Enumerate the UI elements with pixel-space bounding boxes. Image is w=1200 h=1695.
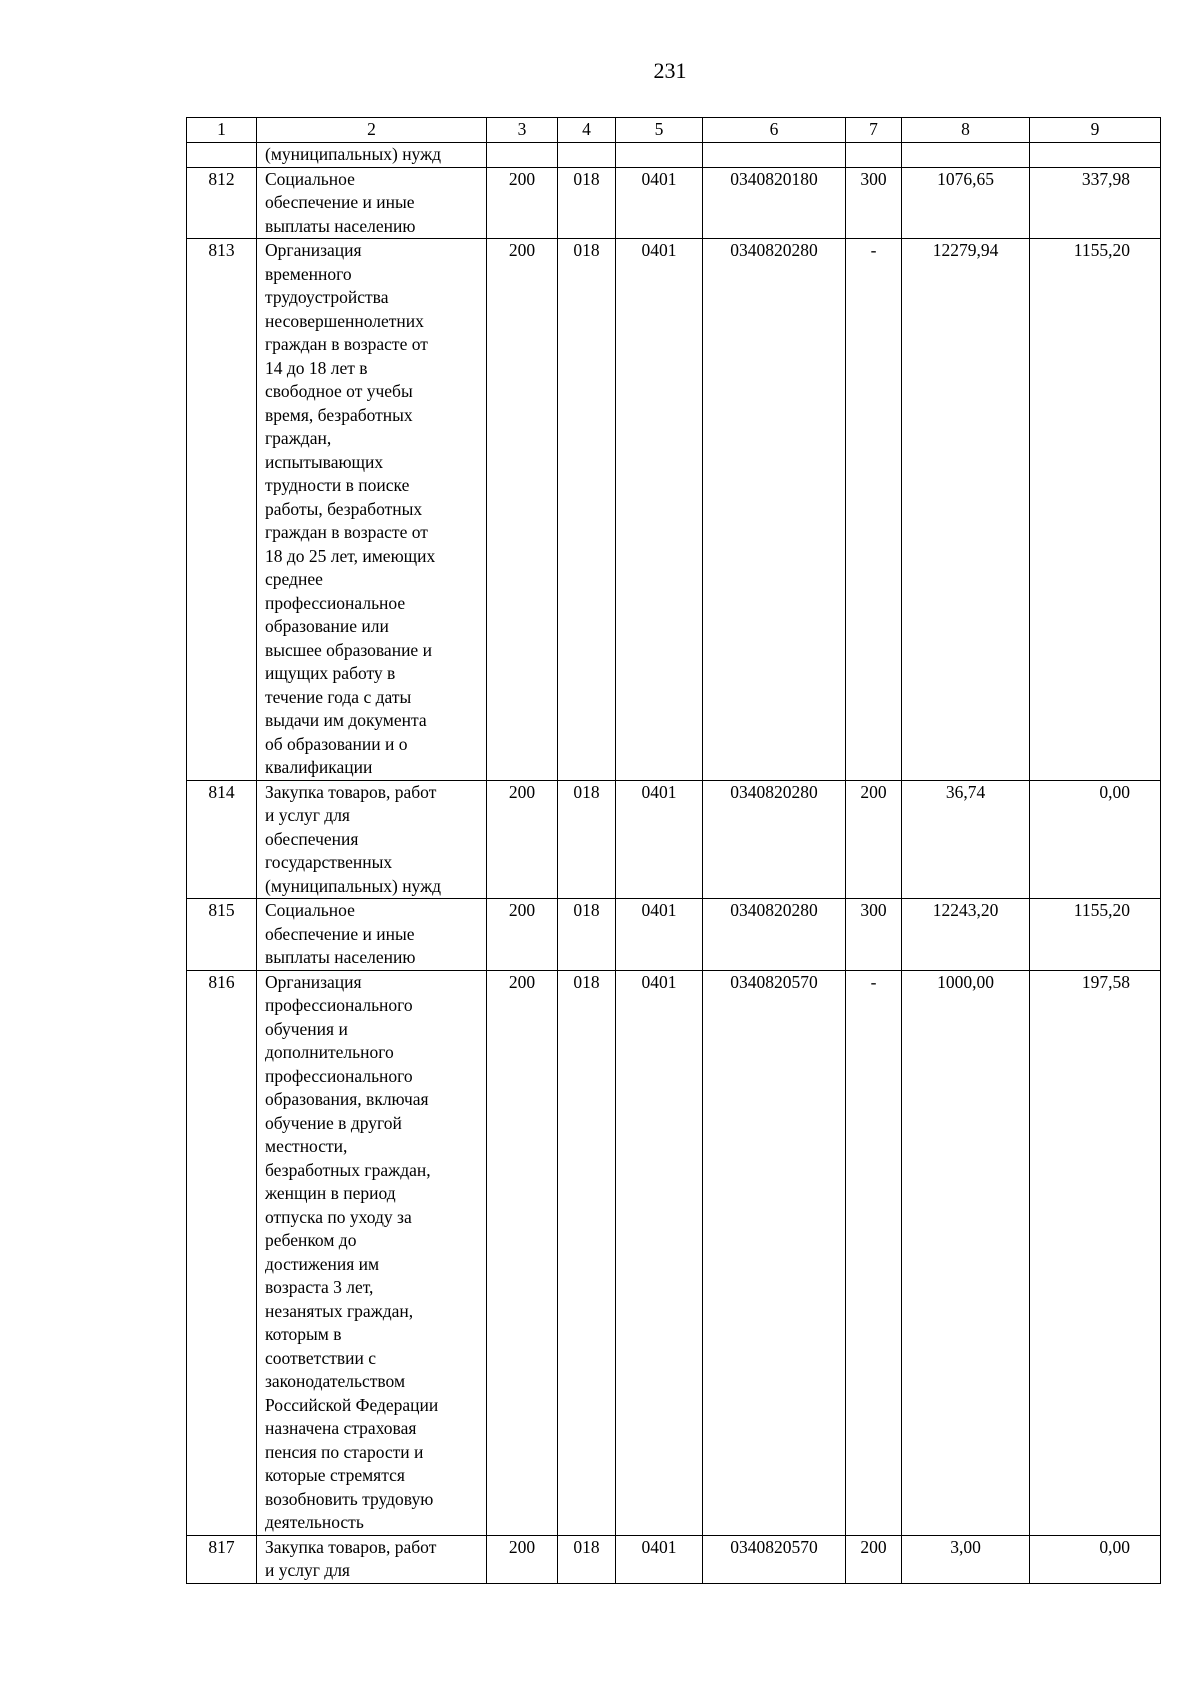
cell-col-8: 12243,20	[902, 899, 1030, 971]
cell-col-7: 300	[846, 899, 902, 971]
cell-col-3: 200	[487, 167, 558, 239]
cell-col-9: 1155,20	[1030, 239, 1161, 781]
table-row	[187, 970, 1161, 1535]
row-name: Социальное обеспечение и иные выплаты населению	[257, 899, 487, 971]
table-cell	[846, 143, 902, 168]
cell-col-6: 0340820180	[703, 167, 846, 239]
cell-col-4: 018	[558, 239, 616, 781]
cell-col-6: 0340820280	[703, 780, 846, 899]
row-name: Социальное обеспечение и иные выплаты населению	[257, 167, 487, 239]
row-number: 814	[187, 780, 257, 899]
col-header-4: 4	[558, 118, 616, 143]
cell-col-4: 018	[558, 970, 616, 1535]
cell-col-8: 12279,94	[902, 239, 1030, 781]
row-name: Закупка товаров, работ и услуг для обеспечения государственных (муниципальных) нужд	[257, 780, 487, 899]
column-number-header-row	[187, 118, 1161, 143]
row-name: Закупка товаров, работ и услуг для	[257, 1535, 487, 1583]
cell-col-5: 0401	[616, 899, 703, 971]
budget-table	[186, 117, 1161, 1584]
cell-col-9: 197,58	[1030, 970, 1161, 1535]
table-cell	[1030, 143, 1161, 168]
table-cell	[487, 143, 558, 168]
cell-col-3: 200	[487, 780, 558, 899]
table-row	[187, 167, 1161, 239]
col-header-2: 2	[257, 118, 487, 143]
cell-col-3: 200	[487, 239, 558, 781]
row-number: 815	[187, 899, 257, 971]
table-row	[187, 780, 1161, 899]
table-row	[187, 899, 1161, 971]
table-cell	[902, 143, 1030, 168]
col-header-9: 9	[1030, 118, 1161, 143]
cell-col-4: 018	[558, 167, 616, 239]
cell-col-7: 200	[846, 780, 902, 899]
col-header-3: 3	[487, 118, 558, 143]
cell-col-9: 0,00	[1030, 1535, 1161, 1583]
cell-col-6: 0340820280	[703, 239, 846, 781]
cell-col-5: 0401	[616, 780, 703, 899]
row-number: 816	[187, 970, 257, 1535]
continuation-text: (муниципальных) нужд	[257, 143, 487, 168]
table-row	[187, 1535, 1161, 1583]
cell-col-5: 0401	[616, 1535, 703, 1583]
cell-col-8: 1000,00	[902, 970, 1030, 1535]
cell-col-8: 1076,65	[902, 167, 1030, 239]
col-header-6: 6	[703, 118, 846, 143]
page-number: 231	[653, 58, 687, 83]
row-name: Организация временного трудоустройства несовершеннолетних граждан в возрасте от 14 до 18 лет в свободное от учебы время, безработных граждан, испытывающих трудности в поиске работы, безработных граждан в возрасте от 18 до 25 лет, имеющих среднее профессиональное образование или высшее образование и ищущих работу в течение года с даты выдачи им документа об образовании и о квалификации	[257, 239, 487, 781]
cell-col-6: 0340820280	[703, 899, 846, 971]
cell-col-3: 200	[487, 899, 558, 971]
cell-col-7: 200	[846, 1535, 902, 1583]
cell-col-7: -	[846, 970, 902, 1535]
cell-col-4: 018	[558, 780, 616, 899]
cell-col-5: 0401	[616, 970, 703, 1535]
cell-col-9: 337,98	[1030, 167, 1161, 239]
row-number: 817	[187, 1535, 257, 1583]
cell-col-8: 36,74	[902, 780, 1030, 899]
row-number: 812	[187, 167, 257, 239]
cell-col-4: 018	[558, 1535, 616, 1583]
table-cell	[703, 143, 846, 168]
table-cell	[558, 143, 616, 168]
continuation-row	[187, 143, 1161, 168]
cell-col-9: 1155,20	[1030, 899, 1161, 971]
cell-col-8: 3,00	[902, 1535, 1030, 1583]
cell-col-5: 0401	[616, 167, 703, 239]
cell-col-3: 200	[487, 1535, 558, 1583]
col-header-8: 8	[902, 118, 1030, 143]
cell-col-7: -	[846, 239, 902, 781]
cell-col-5: 0401	[616, 239, 703, 781]
cell-col-6: 0340820570	[703, 1535, 846, 1583]
table-row	[187, 239, 1161, 781]
row-name: Организация профессионального обучения и дополнительного профессионального образования, включая обучение в другой местности, безработных граждан, женщин в период отпуска по уходу за ребенком до достижения им возраста 3 лет, незанятых граждан, которым в соответствии с законодательством Российской Федерации назначена страховая пенсия по старости и которые стремятся возобновить трудовую деятельность	[257, 970, 487, 1535]
table-cell	[187, 143, 257, 168]
col-header-7: 7	[846, 118, 902, 143]
cell-col-3: 200	[487, 970, 558, 1535]
col-header-1: 1	[187, 118, 257, 143]
cell-col-6: 0340820570	[703, 970, 846, 1535]
row-number: 813	[187, 239, 257, 781]
col-header-5: 5	[616, 118, 703, 143]
cell-col-4: 018	[558, 899, 616, 971]
cell-col-7: 300	[846, 167, 902, 239]
table-cell	[616, 143, 703, 168]
cell-col-9: 0,00	[1030, 780, 1161, 899]
